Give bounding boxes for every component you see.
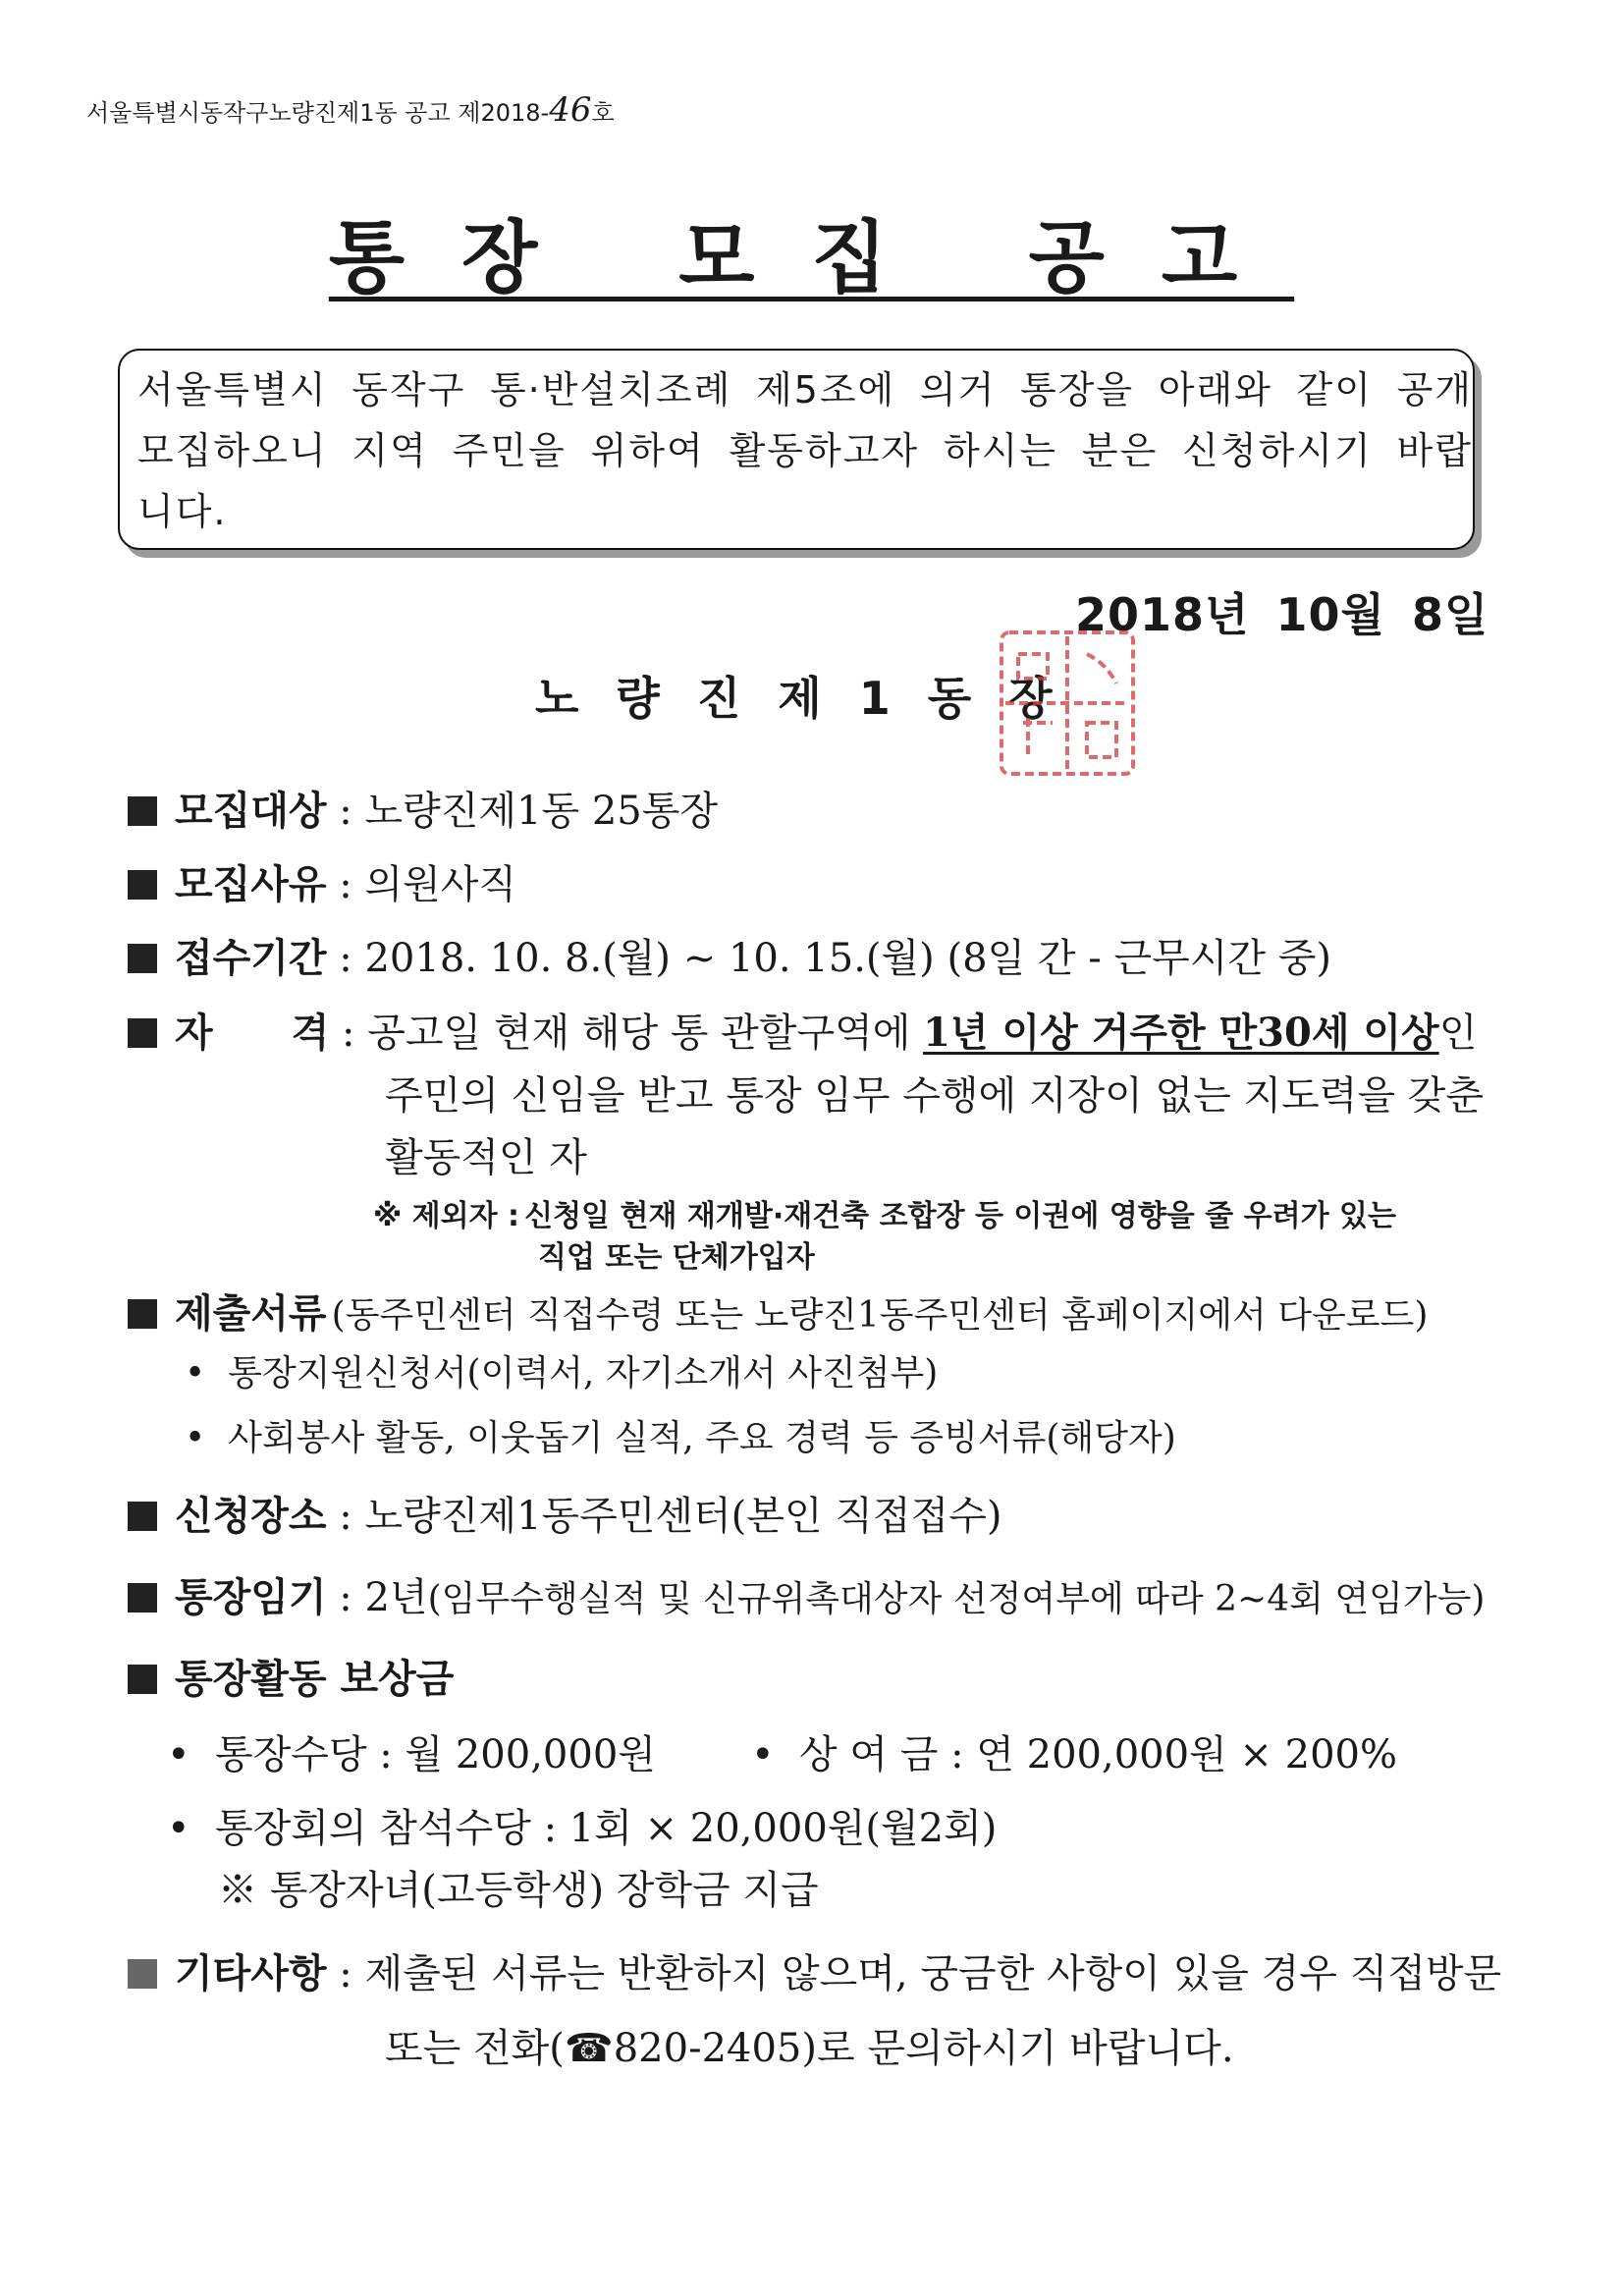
phone-number: 820-2405 <box>613 2026 802 2071</box>
document-item: • 사회봉사 활동, 이웃돕기 실적, 주요 경력 등 증빙서류(해당자) <box>185 1418 1176 1458</box>
phone-icon: ☎ <box>564 2026 614 2071</box>
section-compensation <box>128 1648 454 1704</box>
section-other: 기타사항 : 제출된 서류는 반환하지 않으며, 궁금한 사항이 있을 경우 직접방문 <box>128 1942 1501 1998</box>
compensation-allowance: • 통장수당 : 월 200,000원 <box>167 1732 656 1777</box>
square-bullet-icon <box>128 870 157 900</box>
section-value: 노량진제1동 25통장 <box>364 789 719 834</box>
square-bullet-icon <box>128 1018 157 1048</box>
section-label: 모집대상 <box>175 789 327 834</box>
section-qualification: 자 격 : 공고일 현재 해당 통 관할구역에 1년 이상 거주한 만30세 이상인 <box>128 1002 1477 1058</box>
section-value: 의원사직 <box>364 862 517 907</box>
square-bullet-icon <box>128 1583 157 1613</box>
notice-number <box>86 90 615 130</box>
square-bullet-icon <box>128 1502 157 1531</box>
notice-number-prefix: 서울특별시동작구노량진제1동 공고 제2018- <box>86 99 550 127</box>
square-bullet-icon <box>128 796 157 826</box>
notice-number-handwritten: 46 <box>549 90 592 130</box>
square-bullet-icon <box>128 1959 157 1989</box>
documents-note: (동주민센터 직접수령 또는 노량진1동주민센터 홈페이지에서 다운로드) <box>331 1295 1429 1336</box>
document-item: • 통장지원신청서(이력서, 자기소개서 사진첨부) <box>185 1353 939 1394</box>
exclusion-note <box>373 1191 1396 1234</box>
section-target: 모집대상 : 노량진제1동 25통장 <box>128 780 718 836</box>
section-value: 노량진제1동주민센터(본인 직접접수) <box>364 1494 1002 1539</box>
section-term: 통장임기 : 2년(임무수행실적 및 신규위촉대상자 선정여부에 따라 2~4회 연임가능) <box>128 1566 1485 1622</box>
compensation-meeting: • 통장회의 참석수당 : 1회 × 20,000원(월2회) <box>167 1806 998 1851</box>
section-reason: 모집사유 : 의원사직 <box>128 853 516 909</box>
section-label: 접수기간 <box>175 936 327 981</box>
square-bullet-icon <box>128 1665 157 1694</box>
exclusion-label: ※ 제외자 : <box>373 1199 519 1233</box>
section-label: 통장임기 <box>175 1575 327 1620</box>
section-label: 제출서류 <box>175 1291 327 1337</box>
qualification-emphasis: 1년 이상 거주한 만30세 이상 <box>923 1010 1439 1056</box>
section-label: 모집사유 <box>175 862 327 907</box>
issuer: 노량진제1동장 <box>535 672 1090 725</box>
section-value: 2018. 10. 8.(월) ~ 10. 15.(월) (8일 간 - 근무시간 중) <box>364 936 1332 981</box>
compensation-bonus: • 상 여 금 : 연 200,000원 × 200% <box>751 1732 1397 1777</box>
square-bullet-icon <box>128 944 157 973</box>
other-line2: 또는 전화(☎820-2405)로 문의하시기 바랍니다. <box>385 2026 1234 2071</box>
official-seal-stamp <box>994 625 1141 782</box>
qualification-line1: 공고일 현재 해당 통 관할구역에 <box>367 1011 924 1056</box>
section-label: 신청장소 <box>175 1494 327 1539</box>
term-value: 2년 <box>364 1575 428 1620</box>
section-label: 통장활동 보상금 <box>175 1657 455 1702</box>
qualification-line2: 주민의 신임을 받고 통장 임무 수행에 지장이 없는 지도력을 갖춘 <box>385 1073 1485 1119</box>
qualification-line3: 활동적인 자 <box>385 1135 587 1180</box>
page-title: 통장 모집 공고 <box>328 212 1295 303</box>
square-bullet-icon <box>128 1299 157 1329</box>
exclusion-line2: 직업 또는 단체가입자 <box>538 1240 815 1275</box>
section-documents <box>128 1283 1428 1339</box>
term-note: (임무수행실적 및 신규위촉대상자 선정여부에 따라 2~4회 연임가능) <box>427 1579 1486 1619</box>
exclusion-line1: 신청일 현재 재개발·재건축 조합장 등 이권에 영향을 줄 우려가 있는 <box>524 1199 1396 1233</box>
section-label: 자 격 <box>175 1011 330 1056</box>
other-line1: 제출된 서류는 반환하지 않으며, 궁금한 사항이 있을 경우 직접방문 <box>364 1951 1502 1996</box>
qualification-line1-end: 인 <box>1438 1011 1478 1056</box>
notice-number-suffix: 호 <box>591 99 615 127</box>
section-period: 접수기간 : 2018. 10. 8.(월) ~ 10. 15.(월) (8일 간 - 근무시간 중) <box>128 927 1331 983</box>
compensation-scholarship: ※ 통장자녀(고등학생) 장학금 지급 <box>218 1868 819 1913</box>
notice-date: 2018년 10월 8일 <box>1075 588 1489 641</box>
section-place: 신청장소 : 노량진제1동주민센터(본인 직접접수) <box>128 1485 1001 1541</box>
section-label: 기타사항 <box>175 1951 327 1996</box>
intro-text: 서울특별시 동작구 통·반설치조례 제5조에 의거 통장을 아래와 같이 공개모집하오니 지역 주민을 위하여 활동하고자 하시는 분은 신청하시기 바랍니다. <box>137 368 1473 533</box>
